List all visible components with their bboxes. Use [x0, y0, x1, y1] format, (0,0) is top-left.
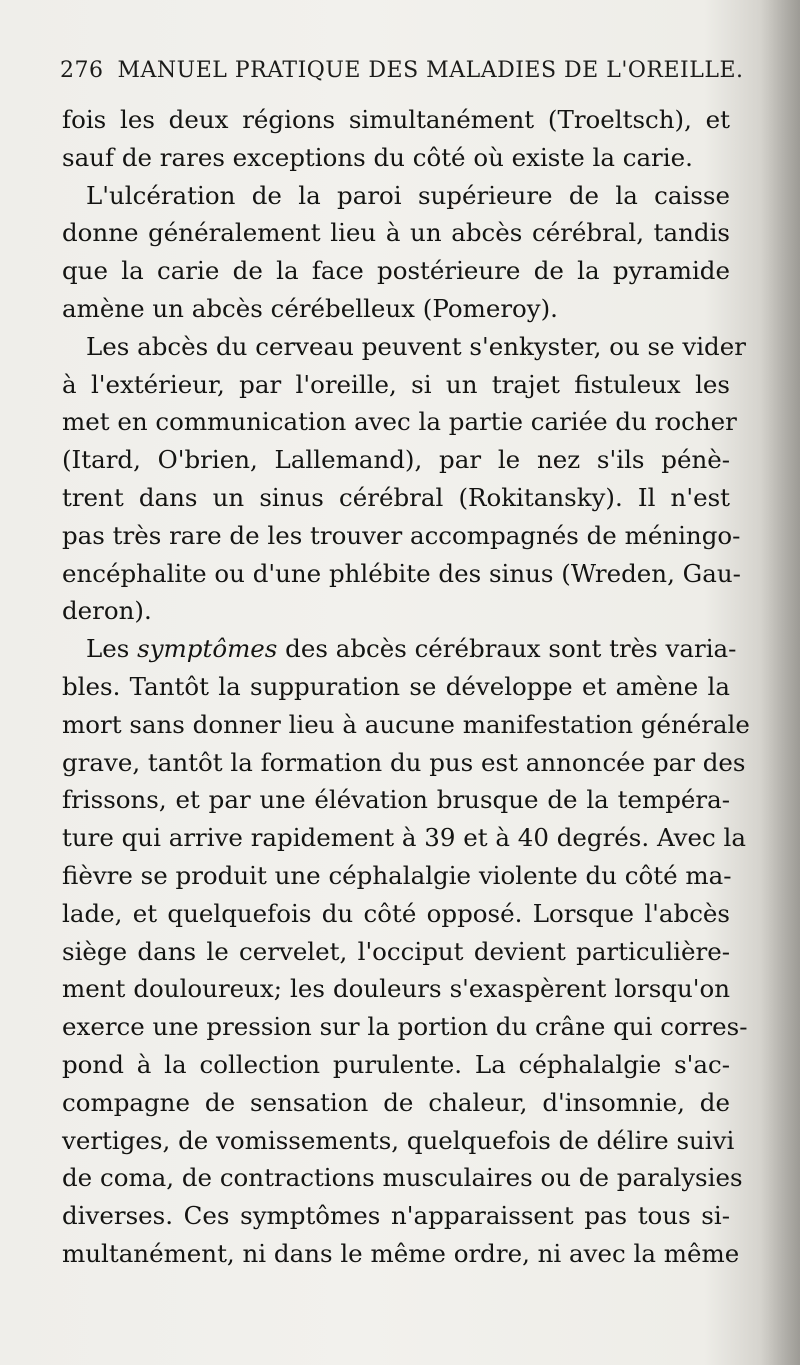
text-line: amène un abcès cérébelleux (Pomeroy).	[62, 293, 558, 323]
text-line: donne généralement lieu à un abcès cérébral, tandis	[62, 218, 730, 248]
text-line: (Itard, O'brien, Lallemand), par le nez s'ils pénè-	[62, 445, 730, 475]
running-title: MANUEL PRATIQUE DES MALADIES DE L'OREILLE.	[117, 58, 744, 83]
text-line: que la carie de la face postérieure de la pyramide	[62, 256, 730, 286]
text-line: ment douloureux; les douleurs s'exaspèrent lorsqu'on	[62, 974, 730, 1004]
text-line: deron).	[62, 596, 152, 626]
text-run: des abcès cérébraux sont très varia-	[277, 634, 737, 664]
text-line: grave, tantôt la formation du pus est annoncée par des	[62, 747, 746, 777]
text-line: encéphalite ou d'une phlébite des sinus (Wreden, Gau-	[62, 558, 741, 588]
text-line: sauf de rares exceptions du côté où existe la carie.	[62, 142, 693, 172]
text-line: mort sans donner lieu à aucune manifestation générale	[62, 709, 750, 739]
text-line: lade, et quelquefois du côté opposé. Lorsque l'abcès	[62, 898, 730, 928]
text-line: trent dans un sinus cérébral (Rokitansky). Il n'est	[62, 482, 730, 512]
text-line: de coma, de contractions musculaires ou de paralysies	[62, 1163, 743, 1193]
page-gutter-shadow	[760, 0, 800, 1365]
text-line: ture qui arrive rapidement à 39 et à 40 degrés. Avec la	[62, 823, 746, 853]
text-line: fièvre se produit une céphalalgie violente du côté ma-	[62, 860, 732, 890]
text-line: fois les deux régions simultanément (Troeltsch), et	[62, 105, 730, 134]
text-run: Les	[86, 634, 130, 664]
body-text	[62, 101, 750, 1273]
text-line: frissons, et par une élévation brusque de la tempéra-	[62, 785, 730, 815]
text-line: pond à la collection purulente. La céphalalgie s'ac-	[62, 1049, 730, 1079]
text-line: bles. Tantôt la suppuration se développe et amène la	[62, 671, 730, 701]
running-head	[60, 58, 744, 90]
text-line: siège dans le cervelet, l'occiput devient particulière-	[62, 936, 730, 966]
italic-term: symptômes	[137, 634, 278, 664]
text-line: exerce une pression sur la portion du crâne qui corres-	[62, 1012, 748, 1042]
text-line: vertiges, de vomissements, quelquefois de délire suivi	[62, 1125, 735, 1155]
text-line: multanément, ni dans le même ordre, ni avec la même	[62, 1238, 740, 1268]
text-line: à l'extérieur, par l'oreille, si un trajet fistuleux les	[62, 369, 730, 399]
text-line: compagne de sensation de chaleur, d'insomnie, de	[62, 1087, 730, 1117]
text-line: pas très rare de les trouver accompagnés de méningo-	[62, 520, 741, 550]
text-line: L'ulcération de la paroi supérieure de la caisse	[86, 180, 730, 210]
text-line: diverses. Ces symptômes n'apparaissent pas tous si-	[62, 1201, 730, 1231]
text-line: Les abcès du cerveau peuvent s'enkyster, ou se vider	[86, 331, 746, 361]
text-line: met en communication avec la partie cariée du rocher	[62, 407, 737, 437]
text-line-mixed	[62, 630, 737, 668]
page-number: 276	[60, 58, 104, 83]
